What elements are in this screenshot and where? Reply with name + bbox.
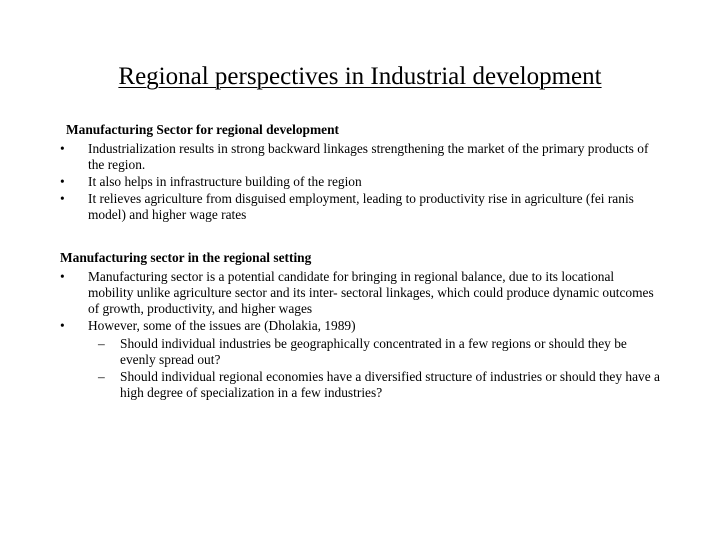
bullet-list [60, 141, 660, 223]
sub-bullet-item [88, 336, 660, 368]
sub-bullet-list [88, 336, 660, 401]
bullet-text: Manufacturing sector is a potential candidate for bringing in regional balance, due to its locational mobility unlike agriculture sector and its inter- sectoral linkages, which could produce dynamic outcomes of growth, productivity, and higher wages [88, 269, 654, 316]
dash-icon: – [98, 336, 105, 351]
section-manufacturing-regional-development [60, 122, 660, 224]
sub-bullet-text: Should individual regional economies have a diversified structure of industries or should they have a high degree of specialization in a few industries? [120, 369, 660, 400]
bullet-item [60, 141, 660, 173]
bullet-icon: • [60, 141, 65, 156]
bullet-text: Industrialization results in strong backward linkages strengthening the market of the primary products of the region. [88, 141, 649, 172]
section-heading: Manufacturing sector in the regional setting [60, 250, 312, 265]
sub-bullet-text: Should individual industries be geographically concentrated in a few regions or should they be evenly spread out? [120, 336, 627, 367]
sub-bullet-item [88, 369, 660, 401]
bullet-icon: • [60, 191, 65, 206]
bullet-item [60, 318, 660, 401]
bullet-icon: • [60, 269, 65, 284]
bullet-item [60, 269, 660, 317]
bullet-list [60, 269, 660, 401]
dash-icon: – [98, 369, 105, 384]
bullet-text: It also helps in infrastructure building of the region [88, 174, 362, 189]
section-manufacturing-regional-setting [60, 250, 660, 402]
bullet-text: It relieves agriculture from disguised employment, leading to productivity rise in agriculture (fei ranis model) and higher wage rates [88, 191, 634, 222]
bullet-icon: • [60, 174, 65, 189]
bullet-item [60, 191, 660, 223]
section-heading: Manufacturing Sector for regional development [66, 122, 339, 137]
bullet-icon: • [60, 318, 65, 333]
slide-title: Regional perspectives in Industrial development [118, 63, 602, 90]
bullet-item [60, 174, 660, 190]
bullet-text: However, some of the issues are (Dholakia, 1989) [88, 318, 356, 333]
